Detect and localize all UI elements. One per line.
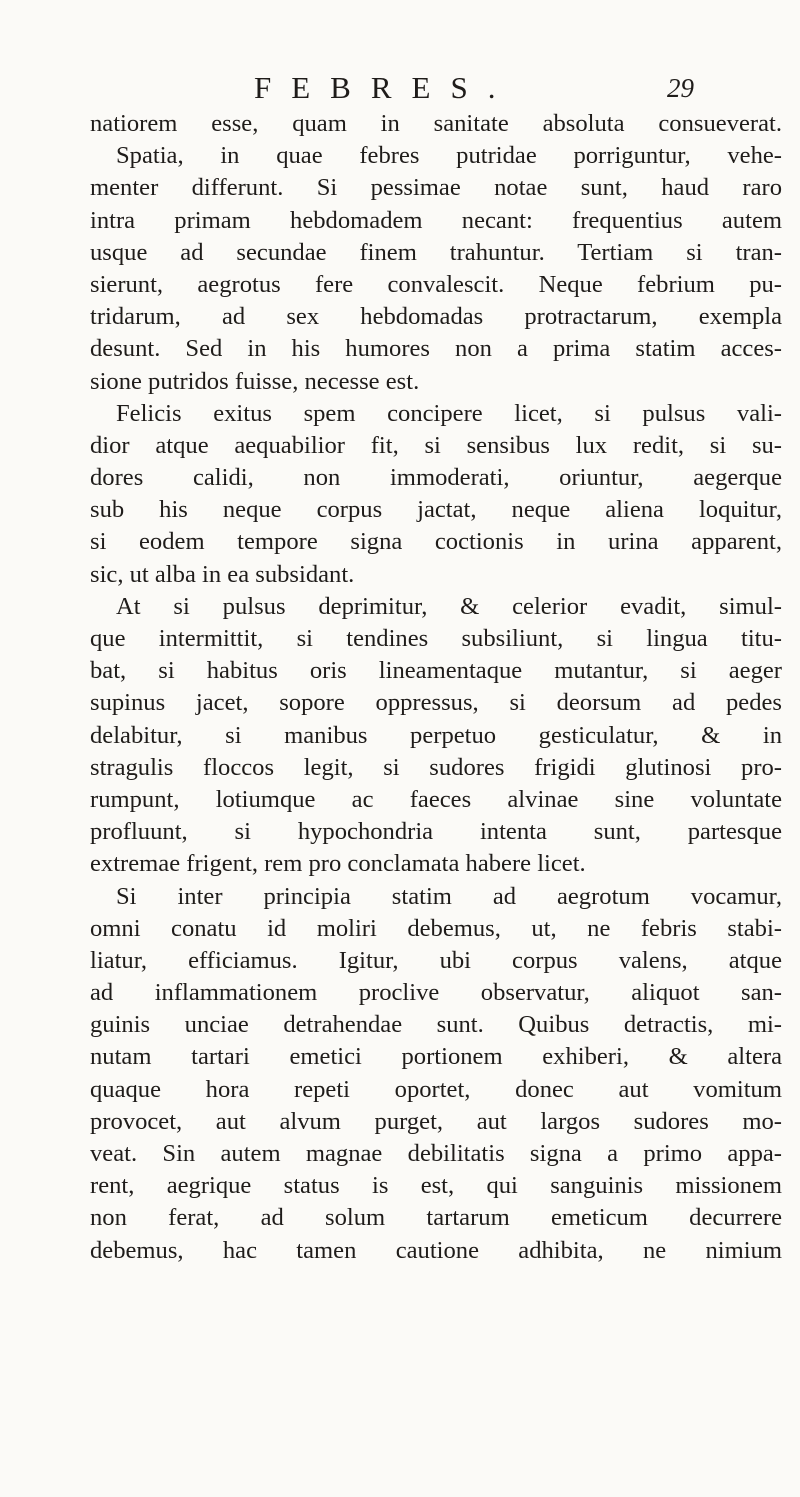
- text-line: bat, si habitus oris lineamentaque mutantur, si aeger: [90, 657, 782, 685]
- text-line: intra primam hebdomadem necant: frequentius autem: [90, 206, 782, 234]
- text-line: debemus, hac tamen cautione adhibita, ne nimium: [90, 1236, 782, 1264]
- page-number: 29: [667, 73, 694, 103]
- text-line: dior atque aequabilior fit, si sensibus lux redit, si su-: [90, 431, 782, 459]
- text-line: omni conatu id moliri debemus, ut, ne febris stabi-: [90, 914, 782, 942]
- text-line: non ferat, ad solum tartarum emeticum decurrere: [90, 1204, 782, 1232]
- text-line: Felicis exitus spem concipere licet, si pulsus vali-: [116, 399, 782, 427]
- text-line: profluunt, si hypochondria intenta sunt, partesque: [90, 818, 782, 846]
- text-line: dores calidi, non immoderati, oriuntur, aegerque: [90, 464, 782, 492]
- text-line: ad inflammationem proclive observatur, aliquot san-: [90, 979, 782, 1007]
- text-line: Spatia, in quae febres putridae porriguntur, vehe-: [116, 142, 782, 170]
- text-line: rent, aegrique status is est, qui sanguinis missionem: [90, 1172, 782, 1200]
- text-line: menter differunt. Si pessimae notae sunt, haud raro: [90, 174, 782, 202]
- text-line: sierunt, aegrotus fere convalescit. Neque febrium pu-: [90, 270, 782, 298]
- text-line: At si pulsus deprimitur, & celerior evadit, simul-: [116, 592, 782, 620]
- text-line: si eodem tempore signa coctionis in urina apparent,: [90, 528, 782, 556]
- text-line: supinus jacet, sopore oppressus, si deorsum ad pedes: [90, 689, 782, 717]
- running-head-title: FEBRES.: [254, 70, 516, 105]
- text-line: delabitur, si manibus perpetuo gesticulatur, & in: [90, 721, 782, 749]
- text-line: sione putridos fuisse, necesse est.: [90, 367, 420, 395]
- text-line: que intermittit, si tendines subsiliunt, si lingua titu-: [90, 625, 782, 652]
- text-line: natiorem esse, quam in sanitate absoluta consueverat.: [90, 110, 782, 137]
- text-line: liatur, efficiamus. Igitur, ubi corpus valens, atque: [90, 946, 782, 974]
- text-line: desunt. Sed in his humores non a prima statim acces-: [90, 335, 782, 363]
- running-head: [254, 70, 694, 106]
- text-line: Si inter principia statim ad aegrotum vocamur,: [116, 882, 782, 910]
- text-line: veat. Sin autem magnae debilitatis signa a primo appa-: [90, 1140, 782, 1167]
- text-line: extremae frigent, rem pro conclamata habere licet.: [90, 850, 586, 878]
- text-line: rumpunt, lotiumque ac faeces alvinae sine voluntate: [90, 785, 782, 813]
- text-line: provocet, aut alvum purget, aut largos sudores mo-: [90, 1107, 782, 1135]
- text-line: quaque hora repeti oportet, donec aut vomitum: [90, 1075, 782, 1103]
- body-text: [90, 108, 782, 1267]
- text-line: sic, ut alba in ea subsidant.: [90, 560, 355, 588]
- text-line: tridarum, ad sex hebdomadas protractarum, exempla: [90, 303, 782, 331]
- text-line: usque ad secundae finem trahuntur. Tertiam si tran-: [90, 238, 782, 266]
- text-line: nutam tartari emetici portionem exhiberi, & altera: [90, 1043, 782, 1071]
- text-line: stragulis floccos legit, si sudores frigidi glutinosi pro-: [90, 753, 782, 781]
- text-line: guinis unciae detrahendae sunt. Quibus detractis, mi-: [90, 1011, 782, 1039]
- text-line: sub his neque corpus jactat, neque aliena loquitur,: [90, 496, 782, 524]
